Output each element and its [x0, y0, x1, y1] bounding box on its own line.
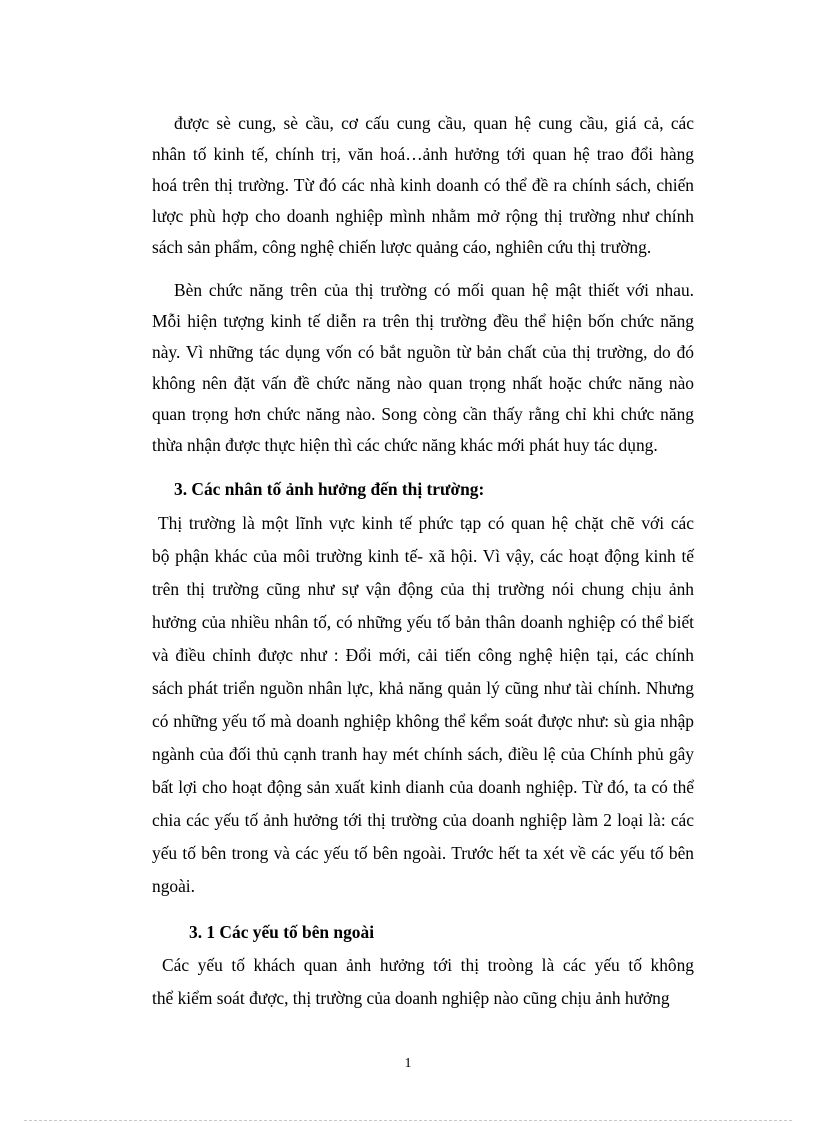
paragraph-3-line-9: bất lợi cho hoạt động sản xuất kinh dianh của doanh nghiệp. Từ đó, ta có thể [152, 777, 694, 797]
page-number: 1 [404, 1056, 412, 1071]
paragraph-3-line-7: có những yếu tố mà doanh nghiệp không thể kểm soát được như: sù gia nhập [152, 711, 694, 731]
paragraph-3-line-2: bộ phận khác của môi trường kinh tế- xã hội. Vì vậy, các hoạt động kinh tế [152, 546, 694, 566]
paragraph-4-line-1: Các yếu tố khách quan ảnh hưởng tới thị troòng là các yếu tố không [162, 955, 694, 975]
section-heading-3: 3. Các nhân tố ảnh hưởng đến thị trường: [174, 479, 485, 499]
paragraph-3-line-11: yếu tố bên trong và các yếu tố bên ngoài. Trước hết ta xét về các yếu tố bên [152, 843, 694, 863]
paragraph-3-line-1: Thị trường là một lĩnh vực kinh tế phức tạp có quan hệ chặt chẽ với các [158, 513, 694, 533]
page-bottom-divider [24, 1120, 792, 1121]
paragraph-2-line-1: Bèn chức năng trên của thị trường có mối quan hệ mật thiết với nhau. [174, 280, 694, 300]
paragraph-2-line-2: Mỗi hiện tượng kinh tế diễn ra trên thị trường đều thể hiện bốn chức năng [152, 311, 694, 331]
paragraph-2-line-3: này. Vì những tác dụng vốn có bắt nguồn từ bản chất của thị trường, do đó [152, 342, 694, 362]
paragraph-2-line-6: thừa nhận được thực hiện thì các chức năng khác mới phát huy tác dụng. [152, 435, 658, 455]
paragraph-2-line-4: không nên đặt vấn đề chức năng nào quan trọng nhất hoặc chức năng nào [152, 373, 694, 393]
section-heading-3-1: 3. 1 Các yếu tố bên ngoài [189, 922, 375, 942]
paragraph-3-line-8: ngành của đối thủ cạnh tranh hay mét chính sách, điều lệ của Chính phủ gây [152, 744, 694, 764]
paragraph-3-line-3: trên thị trường cũng như sự vận động của thị trường nói chung chịu ảnh [152, 579, 694, 599]
paragraph-4-line-2: thể kiểm soát được, thị trường của doanh nghiệp nào cũng chịu ảnh hưởng [152, 988, 670, 1008]
paragraph-1-line-4: lược phù hợp cho doanh nghiệp mình nhằm mở rộng thị trường như chính [152, 206, 694, 226]
paragraph-3-line-6: sách phát triển nguồn nhân lực, khả năng quản lý cũng như tài chính. Nhưng [152, 678, 694, 698]
paragraph-3-line-5: và điều chỉnh được như : Đổi mới, cải tiến công nghệ hiện tại, các chính [152, 645, 694, 665]
paragraph-3-line-4: hưởng của nhiều nhân tố, có những yếu tố bản thân doanh nghiệp có thể biết [152, 612, 694, 632]
paragraph-1-line-2: nhân tố kinh tế, chính trị, văn hoá…ảnh hưởng tới quan hệ trao đổi hàng [152, 144, 694, 164]
paragraph-3-line-12: ngoài. [152, 876, 195, 896]
paragraph-3-line-10: chia các yếu tố ảnh hưởng tới thị trường của doanh nghiệp làm 2 loại là: các [152, 810, 694, 830]
paragraph-2-line-5: quan trọng hơn chức năng nào. Song còng cần thấy rằng chỉ khi chức năng [152, 404, 694, 424]
paragraph-1-line-1: được sè cung, sè cầu, cơ cấu cung cầu, quan hệ cung cầu, giá cả, các [174, 113, 694, 133]
paragraph-1-line-3: hoá trên thị trường. Từ đó các nhà kinh doanh có thể đề ra chính sách, chiến [152, 175, 694, 195]
paragraph-1-line-5: sách sản phẩm, công nghệ chiến lược quảng cáo, nghiên cứu thị trường. [152, 237, 652, 257]
